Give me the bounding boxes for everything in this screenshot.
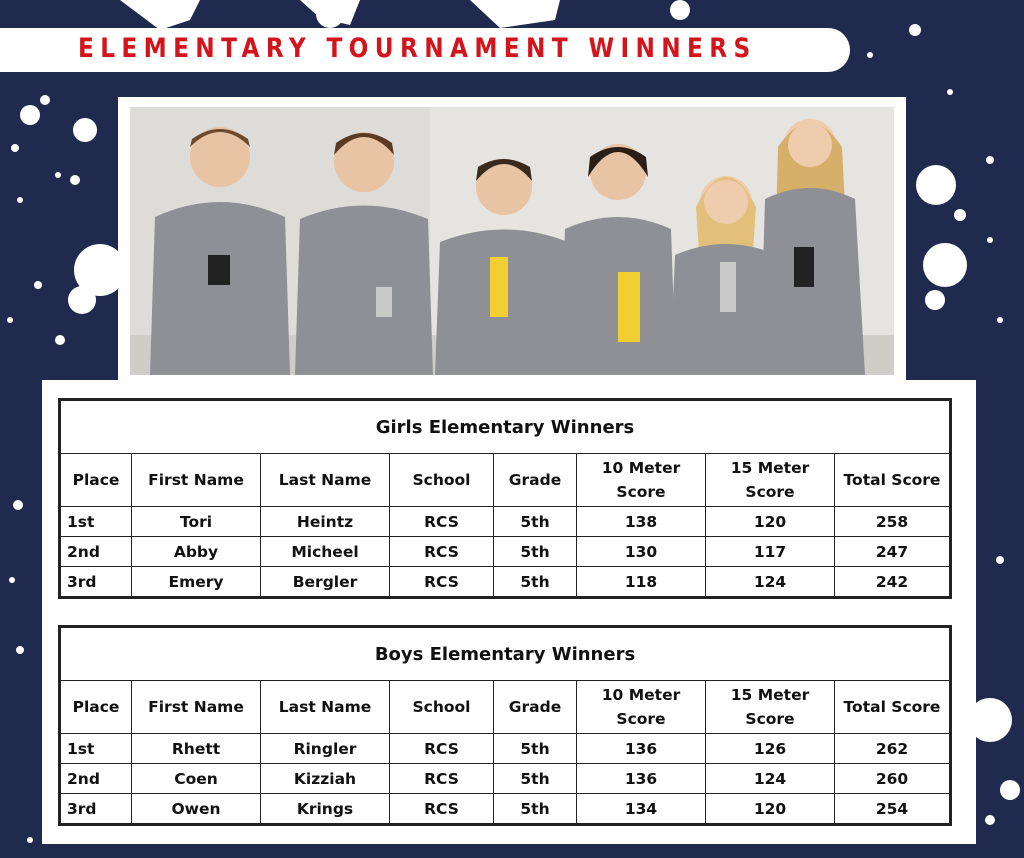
grade-cell: 5th [494, 567, 577, 598]
table-row [60, 537, 951, 567]
total-score-cell: 258 [835, 507, 951, 537]
school-cell: RCS [390, 537, 494, 567]
place-cell: 3rd [60, 794, 132, 825]
total-score-cell: 242 [835, 567, 951, 598]
school-cell: RCS [390, 507, 494, 537]
score-10m-cell: 138 [577, 507, 706, 537]
table-row [60, 764, 951, 794]
grade-cell: 5th [494, 734, 577, 764]
last-name-cell: Bergler [261, 567, 390, 598]
total-score-cell: 260 [835, 764, 951, 794]
boys-winners-table [58, 625, 952, 826]
last-name-cell: Ringler [261, 734, 390, 764]
column-header-last-name: Last Name [261, 681, 390, 734]
score-10m-cell: 136 [577, 764, 706, 794]
grade-cell: 5th [494, 537, 577, 567]
first-name-cell: Owen [132, 794, 261, 825]
table-caption: Boys Elementary Winners [60, 627, 951, 681]
place-cell: 2nd [60, 537, 132, 567]
table-row [60, 567, 951, 598]
score-15m-cell: 117 [706, 537, 835, 567]
grade-cell: 5th [494, 764, 577, 794]
title-banner [0, 28, 850, 72]
total-score-cell: 247 [835, 537, 951, 567]
column-header-total-score: Total Score [835, 681, 951, 734]
first-name-cell: Abby [132, 537, 261, 567]
table-row [60, 734, 951, 764]
table-header-row [60, 681, 951, 734]
last-name-cell: Krings [261, 794, 390, 825]
score-15m-cell: 124 [706, 764, 835, 794]
place-cell: 1st [60, 507, 132, 537]
score-10m-cell: 136 [577, 734, 706, 764]
column-header-15m-score: 15 Meter Score [706, 681, 835, 734]
table-caption: Girls Elementary Winners [60, 400, 951, 454]
column-header-grade: Grade [494, 454, 577, 507]
school-cell: RCS [390, 734, 494, 764]
column-header-place: Place [60, 681, 132, 734]
score-10m-cell: 118 [577, 567, 706, 598]
column-header-school: School [390, 681, 494, 734]
page-title: ELEMENTARY TOURNAMENT WINNERS [78, 33, 757, 64]
score-10m-cell: 134 [577, 794, 706, 825]
score-15m-cell: 120 [706, 794, 835, 825]
column-header-school: School [390, 454, 494, 507]
column-header-10m-score: 10 Meter Score [577, 681, 706, 734]
girls-winners-table [58, 398, 952, 599]
column-header-first-name: First Name [132, 454, 261, 507]
grade-cell: 5th [494, 794, 577, 825]
score-15m-cell: 126 [706, 734, 835, 764]
table-row [60, 507, 951, 537]
score-15m-cell: 124 [706, 567, 835, 598]
column-header-grade: Grade [494, 681, 577, 734]
last-name-cell: Micheel [261, 537, 390, 567]
results-panel [42, 380, 976, 844]
score-15m-cell: 120 [706, 507, 835, 537]
last-name-cell: Heintz [261, 507, 390, 537]
total-score-cell: 254 [835, 794, 951, 825]
column-header-last-name: Last Name [261, 454, 390, 507]
photo-frame [118, 97, 906, 387]
column-header-15m-score: 15 Meter Score [706, 454, 835, 507]
last-name-cell: Kizziah [261, 764, 390, 794]
first-name-cell: Emery [132, 567, 261, 598]
school-cell: RCS [390, 567, 494, 598]
column-header-first-name: First Name [132, 681, 261, 734]
column-header-place: Place [60, 454, 132, 507]
first-name-cell: Coen [132, 764, 261, 794]
group-photo [130, 107, 894, 375]
place-cell: 1st [60, 734, 132, 764]
first-name-cell: Tori [132, 507, 261, 537]
table-header-row [60, 454, 951, 507]
place-cell: 2nd [60, 764, 132, 794]
place-cell: 3rd [60, 567, 132, 598]
score-10m-cell: 130 [577, 537, 706, 567]
column-header-total-score: Total Score [835, 454, 951, 507]
winners-photo-illustration [130, 107, 894, 375]
school-cell: RCS [390, 764, 494, 794]
school-cell: RCS [390, 794, 494, 825]
table-row [60, 794, 951, 825]
column-header-10m-score: 10 Meter Score [577, 454, 706, 507]
first-name-cell: Rhett [132, 734, 261, 764]
total-score-cell: 262 [835, 734, 951, 764]
grade-cell: 5th [494, 507, 577, 537]
